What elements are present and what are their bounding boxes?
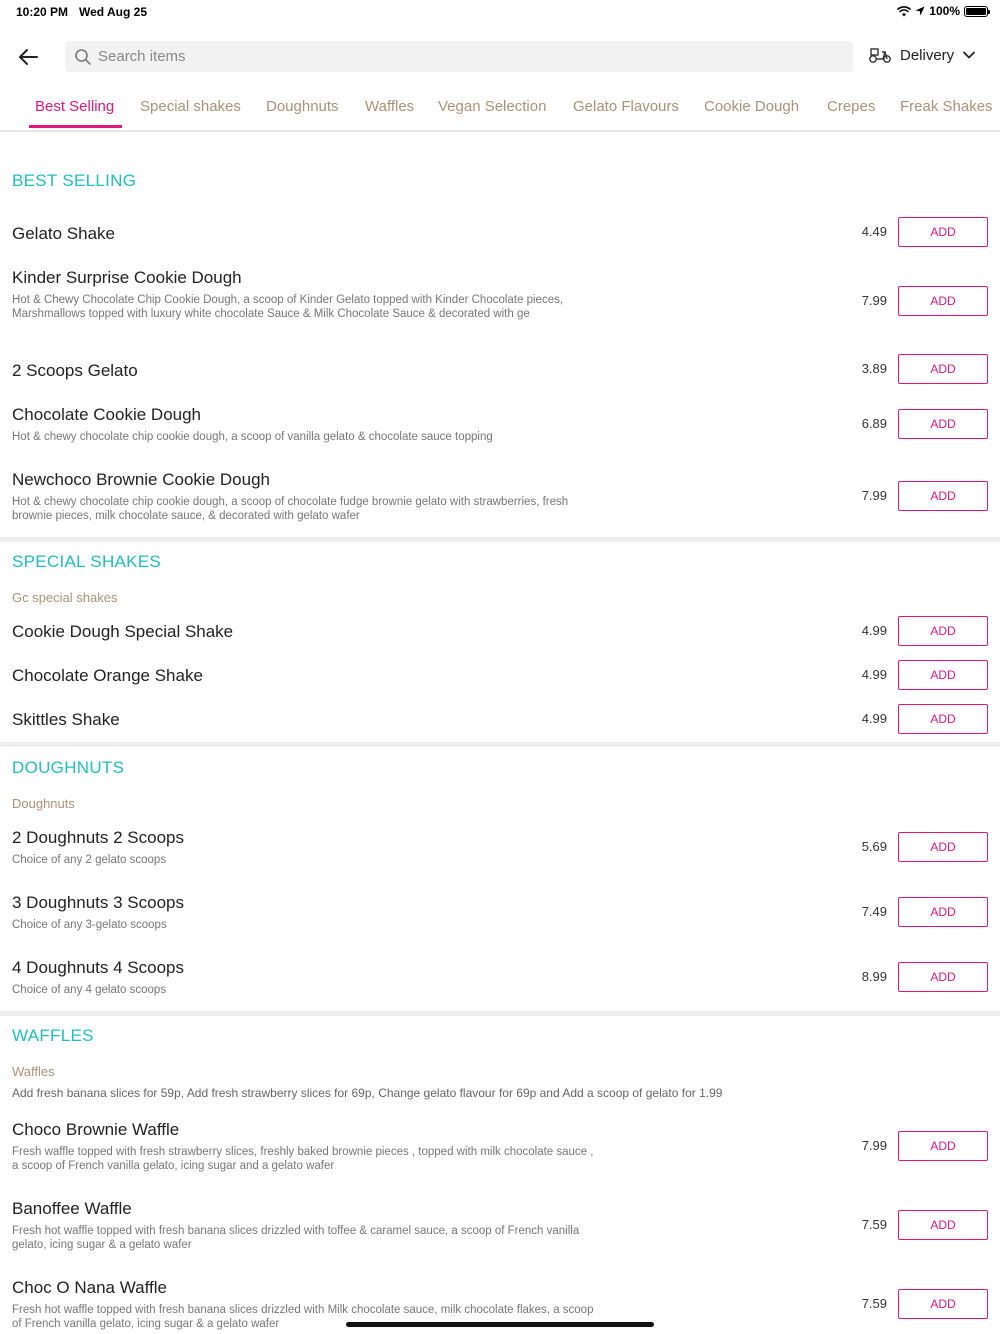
tab-waffles[interactable]: Waffles: [365, 98, 415, 115]
item-price: 4.99: [861, 711, 887, 726]
status-bar: [0, 0, 1000, 24]
section-title-waffles: WAFFLES: [12, 1026, 94, 1045]
add-button[interactable]: ADD: [898, 354, 988, 384]
item-name[interactable]: Choc O Nana Waffle: [12, 1278, 167, 1297]
battery-icon: [964, 6, 988, 17]
item-price: 7.99: [861, 488, 887, 503]
delivery-label: Delivery: [900, 46, 955, 64]
battery-percent: 100%: [929, 4, 960, 18]
add-button[interactable]: ADD: [898, 704, 988, 734]
item-description: Fresh hot waffle topped with fresh banana slices drizzled with toffee & caramel sauce, a scoop of French vanilla gelato, icing sugar & a gelato wafer: [12, 1225, 580, 1251]
tab-gelato-flavours[interactable]: Gelato Flavours: [573, 98, 679, 115]
search-icon: [74, 48, 92, 66]
item-price: 7.99: [861, 293, 887, 308]
add-button[interactable]: ADD: [898, 1289, 988, 1319]
add-button[interactable]: ADD: [898, 962, 988, 992]
item-price: 8.99: [861, 969, 887, 984]
chevron-down-icon: [962, 50, 976, 60]
item-description: Choice of any 4 gelato scoops: [12, 984, 167, 996]
item-description: Choice of any 2 gelato scoops: [12, 854, 167, 866]
item-price: 4.99: [861, 623, 887, 638]
item-price: 7.59: [861, 1296, 887, 1311]
item-description: Hot & Chewy Chocolate Chip Cookie Dough, a scoop of Kinder Gelato topped with Kinder Chocolate pieces, Marshmallows topped with luxury white chocolate Sauce & Milk Chocolate Sauce & decorated with ge: [12, 294, 564, 320]
item-name[interactable]: Chocolate Cookie Dough: [12, 405, 202, 424]
section-title-best-selling: BEST SELLING: [12, 171, 137, 190]
item-price: 7.49: [861, 904, 887, 919]
item-name[interactable]: Choco Brownie Waffle: [12, 1120, 180, 1139]
item-price: 7.99: [861, 1138, 887, 1153]
tab-vegan-selection[interactable]: Vegan Selection: [438, 98, 547, 115]
section-title-special-shakes: SPECIAL SHAKES: [12, 552, 162, 571]
location-arrow-icon: [915, 6, 925, 16]
category-tabs: [0, 92, 1000, 132]
item-description: Hot & chewy chocolate chip cookie dough, a scoop of vanilla gelato & chocolate sauce topping: [12, 431, 493, 443]
section-divider: [0, 537, 1000, 542]
item-name[interactable]: Kinder Surprise Cookie Dough: [12, 268, 242, 287]
item-description: Choice of any 3-gelato scoops: [12, 919, 167, 931]
item-name[interactable]: Newchoco Brownie Cookie Dough: [12, 470, 270, 489]
add-button[interactable]: ADD: [898, 286, 988, 316]
tab-special-shakes[interactable]: Special shakes: [140, 98, 241, 115]
add-button[interactable]: ADD: [898, 897, 988, 927]
add-button[interactable]: ADD: [898, 832, 988, 862]
top-bar: [0, 38, 1000, 74]
wifi-icon: [897, 6, 911, 17]
item-name[interactable]: 4 Doughnuts 4 Scoops: [12, 958, 185, 977]
item-name[interactable]: Gelato Shake: [12, 224, 116, 243]
add-button[interactable]: ADD: [898, 409, 988, 439]
tab-best-selling[interactable]: Best Selling: [35, 98, 115, 115]
item-price: 4.99: [861, 667, 887, 682]
item-price: 7.59: [861, 1217, 887, 1232]
search-bar[interactable]: [65, 41, 853, 72]
section-title-doughnuts: DOUGHNUTS: [12, 758, 125, 777]
add-button[interactable]: ADD: [898, 481, 988, 511]
item-description: Fresh waffle topped with fresh strawberry slices, freshly baked brownie pieces , topped with milk chocolate sauce , a scoop of French vanilla gelato, icing sugar and a gelato wafer: [12, 1146, 594, 1172]
delivery-selector[interactable]: [868, 46, 976, 64]
section-divider: [0, 1011, 1000, 1016]
arrow-left-icon: [16, 44, 42, 70]
add-button[interactable]: ADD: [898, 1131, 988, 1161]
item-price: 3.89: [861, 361, 887, 376]
section-subtitle: Gc special shakes: [12, 590, 118, 605]
status-date: Wed Aug 25: [79, 5, 148, 19]
back-button[interactable]: [16, 44, 42, 70]
item-name[interactable]: Chocolate Orange Shake: [12, 666, 203, 685]
item-description: Fresh hot waffle topped with fresh banana slices drizzled with Milk chocolate sauce, milk chocolate flakes, a scoop of French vanilla gelato, icing sugar & a gelato wafer: [12, 1304, 594, 1330]
item-price: 4.49: [861, 224, 887, 239]
item-name[interactable]: 3 Doughnuts 3 Scoops: [12, 893, 185, 912]
tab-freak-shakes[interactable]: Freak Shakes: [900, 98, 993, 115]
section-subtitle: Waffles: [12, 1064, 55, 1079]
section-divider: [0, 742, 1000, 747]
scooter-icon: [868, 46, 892, 64]
tab-doughnuts[interactable]: Doughnuts: [266, 98, 339, 115]
item-description: Hot & chewy chocolate chip cookie dough, a scoop of chocolate fudge brownie gelato with strawberries, fresh brownie pieces, milk chocolate sauce, & decorated with gelato wafer: [12, 496, 569, 522]
active-tab-indicator: [29, 125, 122, 128]
add-button[interactable]: ADD: [898, 660, 988, 690]
item-name[interactable]: 2 Doughnuts 2 Scoops: [12, 828, 185, 847]
tab-cookie-dough[interactable]: Cookie Dough: [704, 98, 800, 115]
item-name[interactable]: Cookie Dough Special Shake: [12, 622, 234, 641]
tab-crepes[interactable]: Crepes: [827, 98, 876, 115]
item-name[interactable]: 2 Scoops Gelato: [12, 361, 138, 380]
item-name[interactable]: Banoffee Waffle: [12, 1199, 132, 1218]
section-note: Add fresh banana slices for 59p, Add fresh strawberry slices for 69p, Change gelato flavour for 69p and Add a scoop of gelato for 1.99: [12, 1086, 723, 1100]
item-price: 5.69: [861, 839, 887, 854]
status-time: 10:20 PM: [16, 5, 69, 19]
section-subtitle: Doughnuts: [12, 796, 75, 811]
item-price: 6.89: [861, 416, 887, 431]
search-input[interactable]: [98, 48, 798, 65]
status-indicators: [897, 4, 988, 18]
add-button[interactable]: ADD: [898, 616, 988, 646]
add-button[interactable]: ADD: [898, 1210, 988, 1240]
item-name[interactable]: Skittles Shake: [12, 710, 120, 729]
add-button[interactable]: ADD: [898, 217, 988, 247]
home-indicator: [346, 1322, 654, 1327]
